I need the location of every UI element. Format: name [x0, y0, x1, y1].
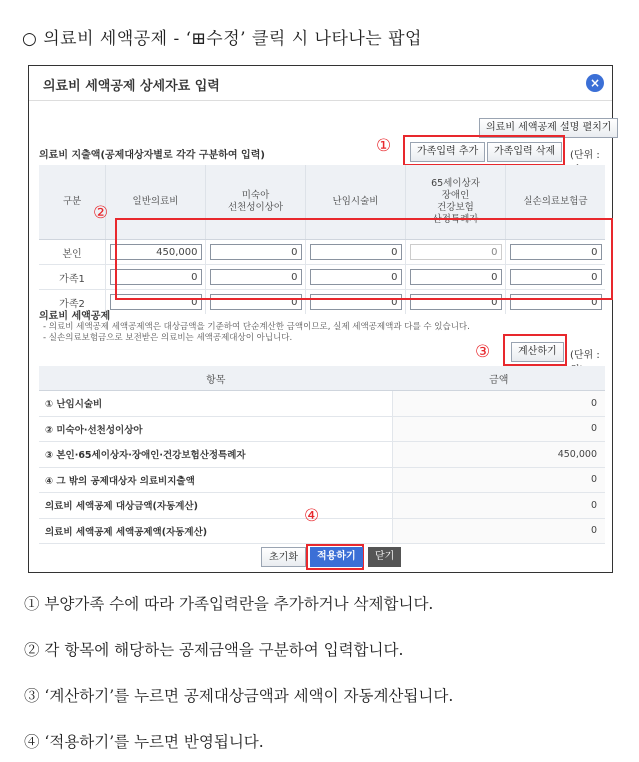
result-value: 450,000 [393, 442, 606, 468]
note-line: - 의료비 세액공제 세액공제액은 대상금액을 기준하여 단순계산한 금액이므로, 실제 세액공제액과 다를 수 있습니다. [43, 322, 470, 332]
result-label: ① 난임시술비 [39, 391, 393, 417]
result-value: 0 [393, 493, 606, 519]
col-header: 65세이상자 장애인 건강보험 산정특례자 [406, 165, 506, 240]
popup-frame [28, 65, 613, 573]
col-header: 금액 [393, 366, 606, 391]
row-label: 본인 [39, 240, 106, 265]
amount-input[interactable]: 0 [110, 269, 202, 285]
amount-input[interactable]: 0 [210, 294, 302, 310]
amount-input[interactable]: 0 [310, 294, 402, 310]
col-header: 미숙아 선천성이상아 [206, 165, 306, 240]
highlight-box-2 [115, 218, 613, 300]
table-row [39, 467, 605, 493]
amount-input[interactable]: 0 [310, 269, 402, 285]
row-label: 가족2 [39, 290, 106, 315]
row-label: 가족1 [39, 265, 106, 290]
section-expense-title: 의료비 지출액(공제대상자별로 각각 구분하여 입력) [39, 150, 265, 161]
close-icon[interactable]: × [586, 74, 604, 92]
amount-input[interactable]: 0 [510, 294, 602, 310]
amount-input[interactable]: 0 [510, 244, 602, 260]
result-value: 0 [393, 416, 606, 442]
result-label: ④ 그 밖의 공제대상자 의료비지출액 [39, 467, 393, 493]
col-header: 난임시술비 [306, 165, 406, 240]
amount-input[interactable]: 0 [310, 244, 402, 260]
close-button[interactable]: 닫기 [368, 547, 401, 567]
amount-input[interactable]: 450,000 [110, 244, 202, 260]
table-row [39, 493, 605, 519]
expand-help-button[interactable]: 의료비 세액공제 설명 펼치기 [479, 118, 618, 138]
result-value: 0 [393, 518, 606, 544]
notes [43, 322, 470, 344]
amount-input[interactable]: 0 [410, 294, 502, 310]
note-line: - 실손의료보험금으로 보전받은 의료비는 세액공제대상이 아닙니다. [43, 333, 293, 343]
amount-input[interactable]: 0 [510, 269, 602, 285]
col-header: 실손의료보험금 [506, 165, 606, 240]
result-value: 0 [393, 467, 606, 493]
result-label: ② 미숙아·선천성이상아 [39, 416, 393, 442]
marker-3: ③ [475, 342, 491, 362]
description-line: ④ ‘적용하기’를 누르면 반영됩니다. [24, 733, 264, 751]
col-header: 구분 [39, 165, 106, 240]
section-credit-title: 의료비 세액공제 [39, 311, 111, 322]
marker-2: ② [93, 203, 109, 223]
marker-1: ① [376, 136, 392, 156]
description-line: ② 각 항목에 해당하는 공제금액을 구분하여 입력합니다. [24, 641, 404, 659]
amount-input[interactable]: 0 [210, 244, 302, 260]
amount-input[interactable]: 0 [110, 294, 202, 310]
marker-4: ④ [304, 506, 320, 526]
amount-input[interactable]: 0 [210, 269, 302, 285]
calculate-button[interactable]: 계산하기 [511, 342, 564, 362]
apply-button[interactable]: 적용하기 [310, 547, 363, 567]
table-row [39, 442, 605, 468]
result-value: 0 [393, 391, 606, 417]
popup-title: 의료비 세액공제 상세자료 입력 [43, 79, 220, 94]
page-title: ○ 의료비 세액공제 - ‘⊞수정’ 클릭 시 나타나는 팝업 [22, 29, 422, 49]
col-header: 일반의료비 [106, 165, 206, 240]
table-row [39, 416, 605, 442]
col-header: 항목 [39, 366, 393, 391]
delete-family-button[interactable]: 가족입력 삭제 [487, 142, 562, 162]
table-row [39, 391, 605, 417]
description-line: ③ ‘계산하기’를 누르면 공제대상금액과 세액이 자동계산됩니다. [24, 687, 454, 705]
unit-label: (단위 : [570, 350, 600, 361]
amount-input-readonly: 0 [410, 244, 502, 260]
result-label: 의료비 세액공제 대상금액(자동계산) [39, 493, 393, 519]
result-label: 의료비 세액공제 세액공제액(자동계산) [39, 518, 393, 544]
popup-header [29, 66, 612, 101]
add-family-button[interactable]: 가족입력 추가 [410, 142, 485, 162]
table-row [39, 518, 605, 544]
description-line: ① 부양가족 수에 따라 가족입력란을 추가하거나 삭제합니다. [24, 595, 434, 613]
result-label: ③ 본인·65세이상자·장애인·건강보험산정특례자 [39, 442, 393, 468]
result-header-row [39, 366, 605, 391]
result-table [39, 366, 605, 544]
reset-button[interactable]: 초기화 [261, 547, 306, 567]
amount-input[interactable]: 0 [410, 269, 502, 285]
unit-label: (단위 : [570, 150, 600, 161]
